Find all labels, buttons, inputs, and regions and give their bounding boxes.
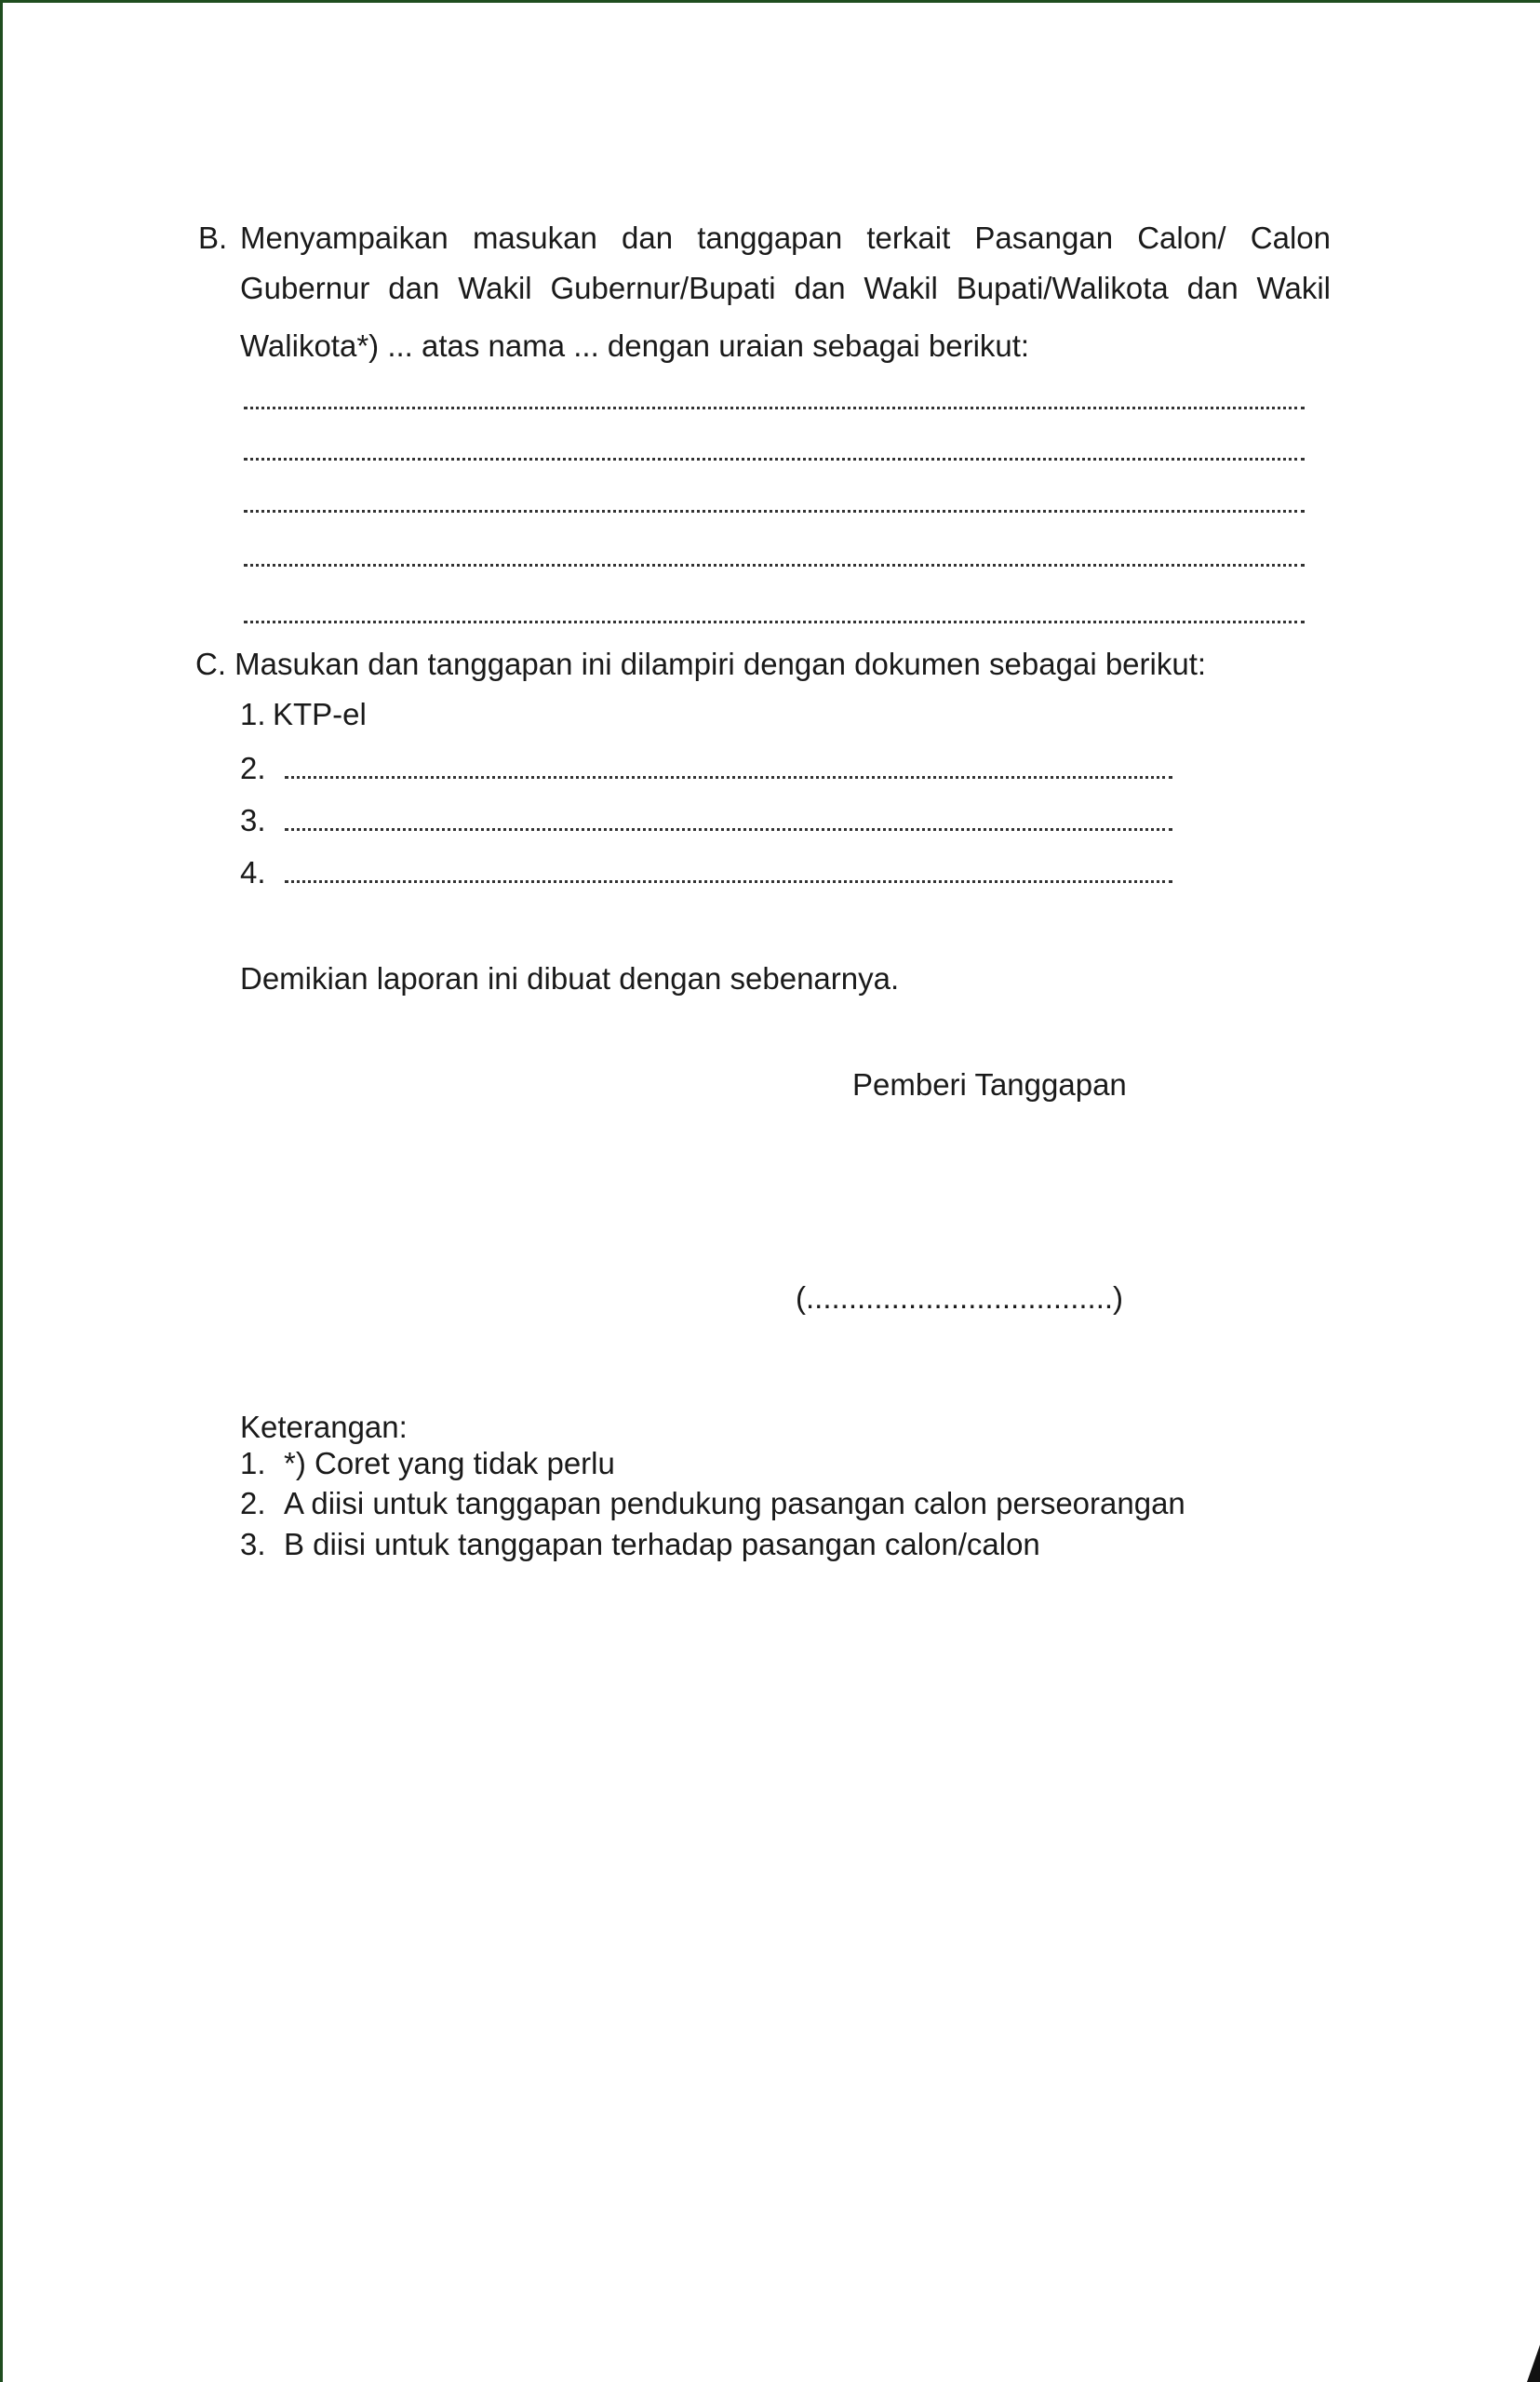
section-b-line-2: Gubernur dan Wakil Gubernur/Bupati dan Wakil Bupati/Walikota dan Wakil xyxy=(240,271,1331,305)
note-text: A diisi untuk tanggapan pendukung pasangan calon perseorangan xyxy=(284,1486,1185,1520)
note-text: B diisi untuk tanggapan terhadap pasangan calon/calon xyxy=(284,1527,1040,1561)
attachment-fill-line xyxy=(285,880,1172,883)
attachment-item-number: 4. xyxy=(240,855,266,890)
section-c-heading: C. Masukan dan tanggapan ini dilampiri dengan dokumen sebagai berikut: xyxy=(195,647,1207,681)
signature-title: Pemberi Tanggapan xyxy=(852,1067,1127,1102)
section-b-line-3: Walikota*) ... atas nama ... dengan uraian sebagai berikut: xyxy=(240,328,1030,363)
attachment-item-number: 3. xyxy=(240,803,266,837)
fill-line-4 xyxy=(244,564,1305,567)
note-number: 1. xyxy=(240,1446,266,1480)
fill-line-1 xyxy=(244,407,1305,409)
note-number: 3. xyxy=(240,1527,266,1561)
attachment-item-number: 1. xyxy=(240,697,266,731)
notes-heading: Keterangan: xyxy=(240,1410,408,1444)
closing-statement: Demikian laporan ini dibuat dengan sebenarnya. xyxy=(240,961,900,996)
attachment-fill-line xyxy=(285,828,1172,831)
section-b-line-1: Menyampaikan masukan dan tanggapan terkait Pasangan Calon/ Calon xyxy=(240,221,1331,255)
scan-corner-mark xyxy=(1527,2345,1540,2382)
signature-name-placeholder: (....................................) xyxy=(796,1280,1124,1315)
note-number: 2. xyxy=(240,1486,266,1520)
attachment-item-number: 2. xyxy=(240,751,266,785)
attachment-item-text: KTP-el xyxy=(273,697,367,731)
fill-line-5 xyxy=(244,621,1305,623)
scan-border-top xyxy=(0,0,1540,3)
fill-line-2 xyxy=(244,458,1305,461)
note-text: *) Coret yang tidak perlu xyxy=(284,1446,615,1480)
section-b-letter: B. xyxy=(198,221,228,255)
scan-border-left xyxy=(0,0,3,2382)
fill-line-3 xyxy=(244,510,1305,513)
attachment-fill-line xyxy=(285,776,1172,779)
